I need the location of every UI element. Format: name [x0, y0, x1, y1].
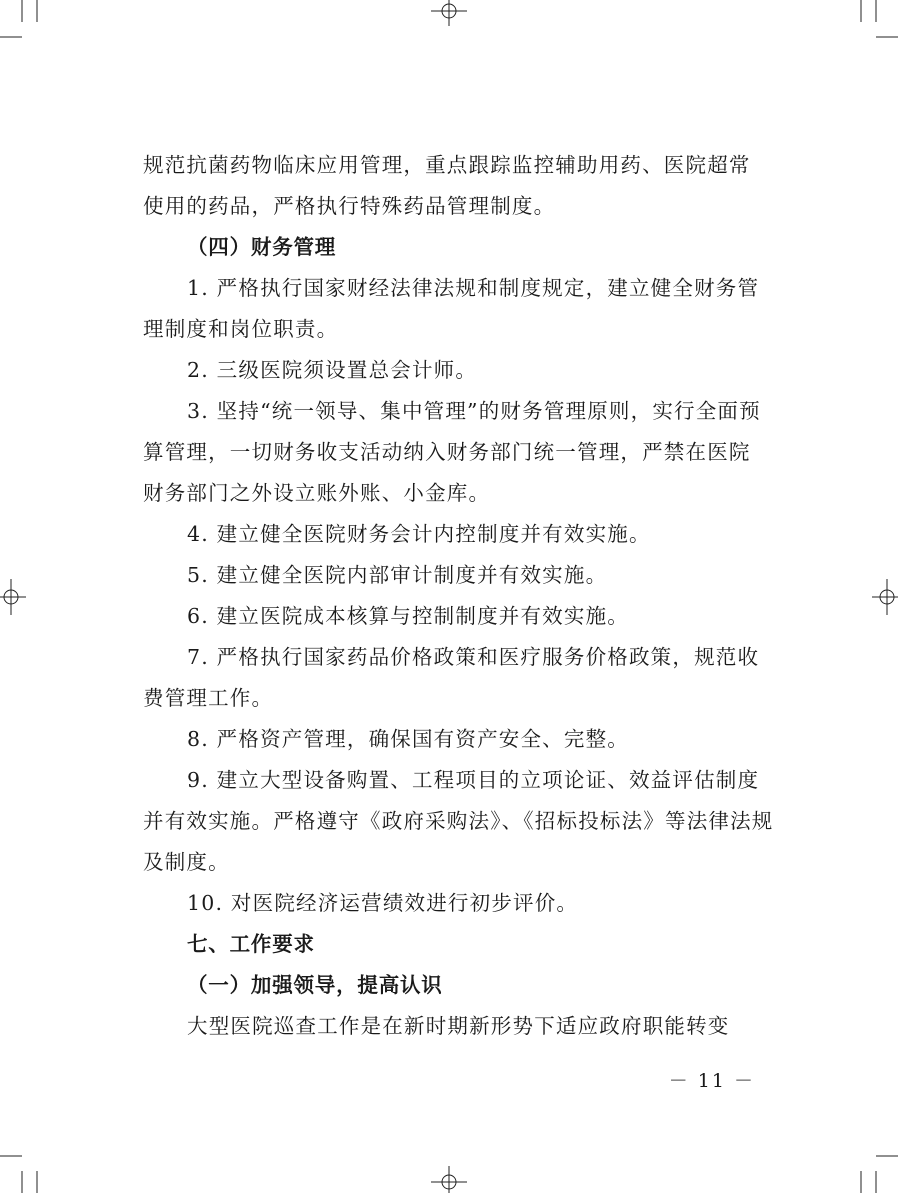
section-heading: 七、工作要求 [187, 932, 315, 956]
list-item: 6. 建立医院成本核算与控制制度并有效实施。 [187, 604, 629, 628]
list-item: 9. 建立大型设备购置、工程项目的立项论证、效益评估制度 [187, 768, 760, 792]
body-text-line: 理制度和岗位职责。 [143, 317, 339, 341]
body-text-line: 算管理，一切财务收支活动纳入财务部门统一管理，严禁在医院 [143, 440, 751, 464]
list-item: 8. 严格资产管理，确保国有资产安全、完整。 [187, 727, 629, 751]
section-heading: （四）财务管理 [187, 235, 337, 259]
body-text-line: 大型医院巡查工作是在新时期新形势下适应政府职能转变 [187, 1014, 730, 1038]
body-text-line: 费管理工作。 [143, 686, 274, 710]
list-item: 5. 建立健全医院内部审计制度并有效实施。 [187, 563, 608, 587]
body-text-line: 及制度。 [143, 850, 230, 874]
body-text-line: 财务部门之外设立账外账、小金库。 [143, 481, 491, 505]
body-text-line: 并有效实施。严格遵守《政府采购法》、《招标投标法》等法律法规 [143, 809, 774, 833]
page-number: － 11 － [668, 1070, 755, 1092]
list-item: 7. 严格执行国家药品价格政策和医疗服务价格政策，规范收 [187, 645, 760, 669]
list-item: 1. 严格执行国家财经法律法规和制度规定，建立健全财务管 [187, 276, 760, 300]
list-item: 10. 对医院经济运营绩效进行初步评价。 [187, 891, 579, 915]
body-text-line: 规范抗菌药物临床应用管理，重点跟踪监控辅助用药、医院超常 [143, 153, 751, 177]
list-item: 2. 三级医院须设置总会计师。 [187, 358, 478, 382]
list-item: 3. 坚持“统一领导、集中管理”的财务管理原则，实行全面预 [187, 399, 761, 423]
subsection-heading: （一）加强领导，提高认识 [187, 973, 443, 997]
list-item: 4. 建立健全医院财务会计内控制度并有效实施。 [187, 522, 651, 546]
body-text-line: 使用的药品，严格执行特殊药品管理制度。 [143, 194, 556, 218]
